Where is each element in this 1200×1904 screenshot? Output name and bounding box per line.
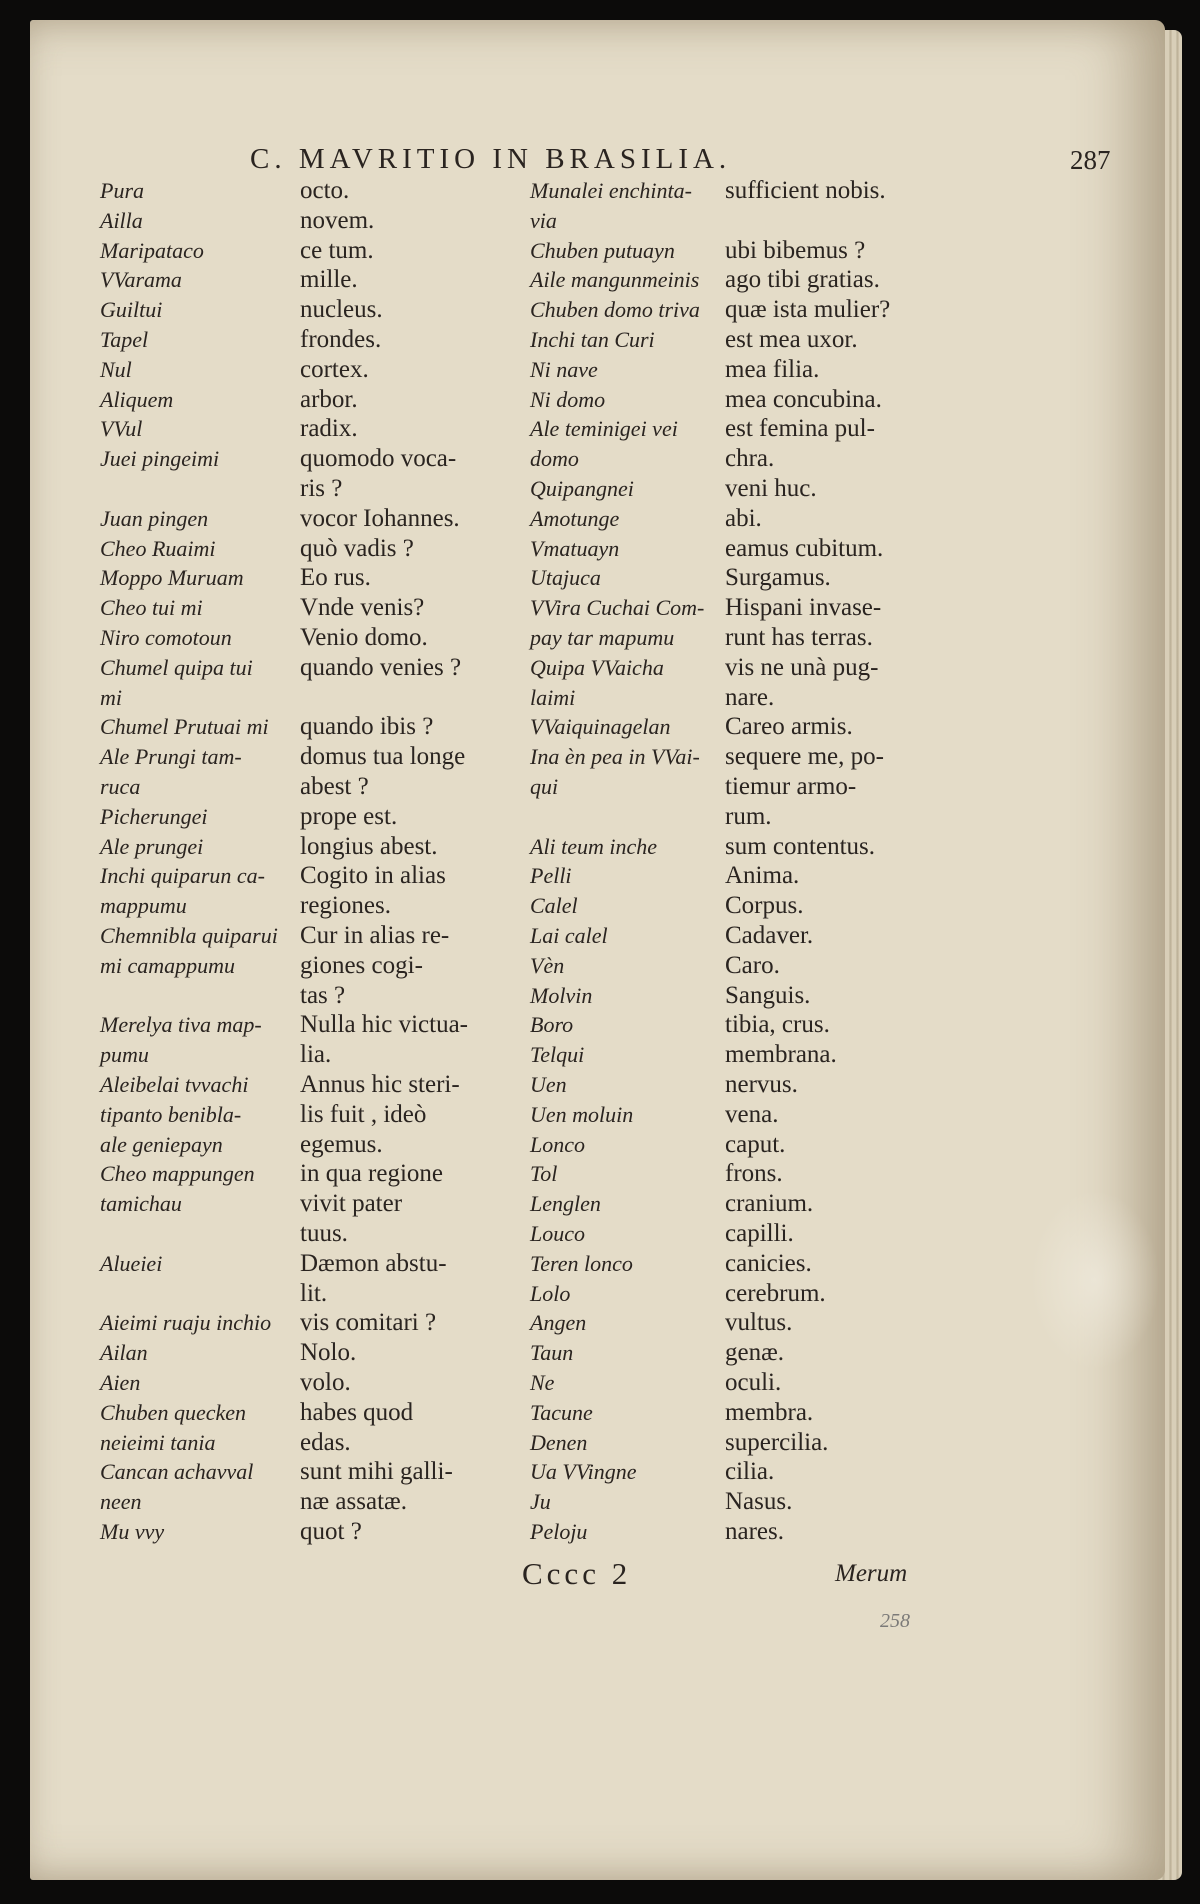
indigenous-term: Juan pingen	[100, 505, 209, 531]
latin-translation: prope est.	[300, 802, 398, 830]
indigenous-term: laimi	[530, 684, 576, 710]
indigenous-term: Lenglen	[530, 1191, 601, 1217]
latin-translation: tuus.	[300, 1220, 348, 1247]
indigenous-term: Tapel	[100, 327, 149, 352]
indigenous-term: ale geniepayn	[100, 1131, 223, 1157]
latin-translation: eamus cubitum.	[725, 534, 884, 562]
latin-translation: habes quod	[300, 1398, 414, 1426]
indigenous-term: Aien	[100, 1370, 141, 1395]
indigenous-term: Ale Prungi tam-	[100, 744, 242, 770]
latin-translation: nucleus.	[300, 296, 383, 324]
latin-translation: quomodo voca-	[300, 445, 457, 473]
indigenous-term: Tacune	[530, 1399, 593, 1425]
latin-translation: caput.	[725, 1130, 786, 1158]
indigenous-term: Cheo Ruaimi	[100, 535, 216, 561]
latin-translation: lit.	[300, 1279, 328, 1307]
latin-translation: chra.	[725, 445, 775, 473]
indigenous-term: Peloju	[530, 1519, 588, 1544]
latin-translation: edas.	[300, 1428, 351, 1456]
running-title: C. MAVRITIO IN BRASILIA.	[250, 143, 732, 175]
latin-translation: Nolo.	[300, 1339, 357, 1367]
indigenous-term: Niro comotoun	[100, 625, 232, 650]
indigenous-term: Lonco	[530, 1131, 585, 1157]
latin-translation: ago tibi gratias.	[725, 266, 880, 294]
latin-translation: Nulla hic victua-	[300, 1011, 468, 1039]
latin-translation: membra.	[725, 1398, 814, 1426]
indigenous-term: Vmatuayn	[530, 535, 620, 561]
indigenous-term: Chuben putuayn	[530, 237, 675, 263]
latin-translation: mea filia.	[725, 355, 820, 383]
latin-translation: Caro.	[725, 951, 780, 979]
indigenous-term: VVira Cuchai Com-	[530, 595, 705, 621]
latin-translation: Dæmon abstu-	[300, 1249, 447, 1277]
latin-translation: Cogito in alias	[300, 862, 446, 890]
indigenous-term: Quipangnei	[530, 476, 634, 501]
indigenous-term: Molvin	[530, 982, 593, 1008]
indigenous-term: via	[530, 207, 557, 233]
latin-translation: Sanguis.	[725, 981, 811, 1009]
latin-translation: est mea uxor.	[725, 326, 858, 353]
indigenous-term: Lai calel	[530, 923, 608, 948]
latin-translation: in qua regione	[300, 1160, 444, 1188]
latin-translation: vis ne unà pug-	[725, 653, 879, 681]
latin-translation: tas ?	[300, 981, 346, 1009]
latin-translation: egemus.	[300, 1130, 383, 1158]
indigenous-term: Cancan achavval	[100, 1459, 254, 1485]
latin-translation: tibia, crus.	[725, 1011, 830, 1039]
latin-translation: octo.	[300, 177, 350, 204]
indigenous-term: Taun	[530, 1340, 574, 1366]
indigenous-term: Ailan	[100, 1340, 148, 1366]
latin-translation: quæ ista mulier?	[725, 296, 891, 324]
indigenous-term: mappumu	[100, 893, 187, 919]
latin-translation: vultus.	[725, 1309, 793, 1337]
latin-translation: lis fuit , ideò	[300, 1100, 427, 1128]
indigenous-term: VVarama	[100, 267, 182, 293]
latin-translation: cilia.	[725, 1458, 775, 1486]
indigenous-term: qui	[530, 774, 559, 799]
latin-translation: Vnde venis?	[300, 594, 425, 622]
latin-translation: ubi bibemus ?	[725, 236, 866, 264]
latin-translation: Cur in alias re-	[300, 922, 450, 949]
indigenous-term: Tol	[530, 1161, 558, 1187]
latin-translation: arbor.	[300, 385, 358, 413]
latin-translation: sum contentus.	[725, 832, 875, 860]
indigenous-term: Calel	[530, 893, 578, 919]
indigenous-term: Aliquem	[100, 386, 174, 412]
indigenous-term: Utajuca	[530, 565, 601, 591]
latin-translation: supercilia.	[725, 1428, 829, 1456]
indigenous-term: Chuben quecken	[100, 1399, 246, 1425]
latin-translation: oculi.	[725, 1369, 782, 1396]
indigenous-term: Chuben domo triva	[530, 297, 700, 323]
indigenous-term: Ua VVingne	[530, 1459, 637, 1485]
latin-translation: Nasus.	[725, 1488, 793, 1516]
indigenous-term: pay tar mapumu	[530, 625, 675, 650]
latin-translation: tiemur armo-	[725, 773, 857, 800]
paper-stain	[1030, 1190, 1160, 1370]
latin-translation: quando venies ?	[300, 653, 462, 681]
signature-mark: Cccc 2	[522, 1556, 632, 1591]
indigenous-term: VVul	[100, 416, 143, 442]
latin-translation: est femina pul-	[725, 415, 875, 443]
latin-translation: genæ.	[725, 1339, 785, 1367]
latin-translation: radix.	[300, 415, 358, 443]
latin-translation: sunt mihi galli-	[300, 1458, 453, 1486]
latin-translation: sequere me, po-	[725, 743, 884, 771]
latin-translation: vena.	[725, 1100, 779, 1128]
latin-translation: ris ?	[300, 475, 343, 502]
indigenous-term: VVaiquinagelan	[530, 714, 671, 740]
latin-translation: giones cogi-	[300, 951, 423, 979]
indigenous-term: Chumel Prutuai mi	[100, 714, 269, 740]
indigenous-term: Denen	[530, 1429, 588, 1455]
indigenous-term: Ne	[530, 1370, 555, 1395]
latin-translation: lia.	[300, 1041, 332, 1069]
indigenous-term: Ali teum inche	[530, 833, 658, 859]
latin-translation: cranium.	[725, 1190, 814, 1218]
indigenous-term: Aieimi ruaju inchio	[100, 1310, 272, 1336]
indigenous-term: Alueiei	[100, 1250, 163, 1276]
indigenous-term: mi	[100, 684, 122, 710]
latin-translation: nervus.	[725, 1071, 798, 1098]
indigenous-term: Ale prungei	[100, 833, 204, 859]
indigenous-term: Teren lonco	[530, 1250, 633, 1276]
indigenous-term: tamichau	[100, 1191, 182, 1217]
latin-translation: Eo rus.	[300, 564, 371, 592]
latin-translation: membrana.	[725, 1041, 837, 1069]
latin-translation: nares.	[725, 1518, 784, 1545]
latin-translation: rum.	[725, 802, 772, 830]
indigenous-term: Ale teminigei vei	[530, 416, 678, 442]
indigenous-term: Ni domo	[530, 386, 606, 412]
indigenous-term: neieimi tania	[100, 1429, 216, 1455]
latin-translation: Hispani invase-	[725, 594, 882, 622]
indigenous-term: Ailla	[100, 207, 143, 233]
latin-translation: frondes.	[300, 326, 382, 353]
indigenous-term: neen	[100, 1489, 142, 1515]
latin-translation: frons.	[725, 1160, 783, 1188]
latin-translation: volo.	[300, 1369, 351, 1396]
latin-translation: runt has terras.	[725, 624, 873, 651]
latin-translation: Corpus.	[725, 892, 804, 920]
latin-translation: Surgamus.	[725, 564, 831, 592]
indigenous-term: Pura	[100, 178, 144, 203]
latin-translation: domus tua longe	[300, 743, 466, 771]
indigenous-term: Inchi quiparun ca-	[100, 863, 265, 889]
indigenous-term: Picherungei	[100, 803, 208, 829]
latin-translation: Careo armis.	[725, 713, 853, 741]
indigenous-term: pumu	[100, 1042, 149, 1068]
indigenous-term: Aleibelai tvvachi	[100, 1072, 249, 1097]
latin-translation: sufficient nobis.	[725, 177, 886, 204]
latin-translation: longius abest.	[300, 832, 438, 860]
latin-translation: canicies.	[725, 1249, 812, 1277]
latin-translation: Cadaver.	[725, 922, 814, 949]
indigenous-term: Chemnibla quiparui	[100, 923, 278, 948]
latin-translation: quò vadis ?	[300, 534, 414, 562]
indigenous-term: Juei pingeimi	[100, 446, 220, 472]
indigenous-term: Mu vvy	[100, 1519, 165, 1544]
indigenous-term: Pelli	[530, 863, 572, 889]
indigenous-term: Chumel quipa tui	[100, 654, 253, 680]
indigenous-term: Ni nave	[530, 356, 598, 382]
indigenous-term: mi camappumu	[100, 952, 236, 978]
catchword: Merum	[835, 1560, 908, 1587]
latin-translation: nare.	[725, 683, 775, 711]
latin-translation: mea concubina.	[725, 385, 882, 413]
latin-translation: novem.	[300, 206, 375, 234]
indigenous-term: Aile mangunmeinis	[530, 267, 700, 293]
latin-translation: vis comitari ?	[300, 1309, 437, 1337]
indigenous-term: Angen	[530, 1310, 587, 1336]
indigenous-term: Maripataco	[100, 237, 204, 263]
latin-translation: abi.	[725, 504, 762, 532]
indigenous-term: Nul	[100, 356, 132, 382]
indigenous-term: Inchi tan Curi	[530, 327, 655, 352]
latin-translation: quando ibis ?	[300, 713, 434, 741]
latin-translation: næ assatæ.	[300, 1488, 407, 1516]
latin-translation: vocor Iohannes.	[300, 504, 460, 532]
indigenous-term: Cheo mappungen	[100, 1161, 255, 1187]
indigenous-term: Telqui	[530, 1042, 585, 1068]
latin-translation: abest ?	[300, 773, 369, 800]
indigenous-term: Vèn	[530, 952, 565, 978]
latin-translation: mille.	[300, 266, 358, 294]
latin-translation: capilli.	[725, 1220, 794, 1247]
indigenous-term: Munalei enchinta-	[530, 178, 692, 203]
indigenous-term: Uen	[530, 1072, 567, 1097]
indigenous-term: tipanto benibla-	[100, 1101, 242, 1127]
indigenous-term: Quipa VVaicha	[530, 654, 664, 680]
indigenous-term: Merelya tiva map-	[100, 1012, 262, 1038]
indigenous-term: Ina èn pea in VVai-	[530, 744, 700, 770]
indigenous-term: Moppo Muruam	[100, 565, 244, 591]
latin-translation: Venio domo.	[300, 624, 428, 651]
pencil-annotation: 258	[880, 1610, 910, 1632]
latin-translation: Annus hic steri-	[300, 1071, 460, 1098]
indigenous-term: Guiltui	[100, 297, 163, 323]
latin-translation: ce tum.	[300, 236, 374, 264]
latin-translation: veni huc.	[725, 475, 817, 502]
indigenous-term: Louco	[530, 1221, 585, 1246]
indigenous-term: Lolo	[530, 1280, 571, 1306]
latin-translation: cerebrum.	[725, 1279, 826, 1307]
indigenous-term: Cheo tui mi	[100, 595, 203, 621]
indigenous-term: Ju	[530, 1489, 551, 1515]
latin-translation: regiones.	[300, 892, 391, 920]
latin-translation: quot ?	[300, 1518, 362, 1545]
indigenous-term: ruca	[100, 774, 141, 799]
page-number: 287	[1070, 145, 1111, 175]
indigenous-term: Uen moluin	[530, 1101, 634, 1127]
latin-translation: vivit pater	[300, 1190, 403, 1218]
indigenous-term: domo	[530, 446, 579, 472]
indigenous-term: Boro	[530, 1012, 574, 1038]
latin-translation: Anima.	[725, 862, 800, 890]
indigenous-term: Amotunge	[530, 505, 620, 531]
latin-translation: cortex.	[300, 355, 369, 383]
